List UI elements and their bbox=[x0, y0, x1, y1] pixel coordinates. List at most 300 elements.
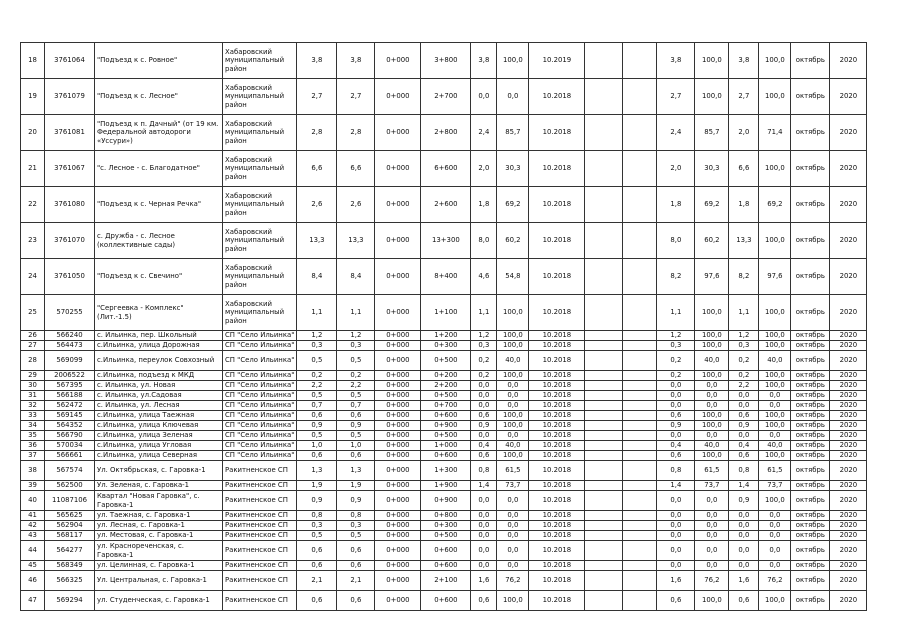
table-row bbox=[21, 381, 867, 391]
cell-len-total: 0,6 bbox=[297, 541, 337, 561]
cell-month: октябрь bbox=[791, 151, 830, 187]
cell-a3: 0,2 bbox=[729, 371, 759, 381]
cell-code: 562472 bbox=[45, 401, 95, 411]
cell-p3: 100,0 bbox=[759, 491, 791, 511]
cell-year: 2020 bbox=[830, 391, 867, 401]
cell-km-end: 2+200 bbox=[421, 381, 471, 391]
cell-a1: 0,0 bbox=[471, 541, 497, 561]
cell-name: с.Ильинка, улица Угловая bbox=[95, 441, 223, 451]
cell-month: октябрь bbox=[791, 541, 830, 561]
cell-p2: 0,0 bbox=[695, 511, 729, 521]
cell-a3: 1,4 bbox=[729, 481, 759, 491]
cell-p3: 0,0 bbox=[759, 541, 791, 561]
cell-e2 bbox=[623, 521, 657, 531]
table-row bbox=[21, 571, 867, 591]
cell-e1 bbox=[585, 341, 623, 351]
cell-p1: 73,7 bbox=[497, 481, 529, 491]
cell-n: 34 bbox=[21, 421, 45, 431]
cell-len-total: 2,6 bbox=[297, 187, 337, 223]
cell-date: 10.2018 bbox=[529, 391, 585, 401]
cell-date: 10.2018 bbox=[529, 115, 585, 151]
cell-year: 2020 bbox=[830, 411, 867, 421]
table-row bbox=[21, 481, 867, 491]
cell-n: 41 bbox=[21, 511, 45, 521]
cell-p1: 69,2 bbox=[497, 187, 529, 223]
cell-name: "Подъезд к с. Ровное" bbox=[95, 43, 223, 79]
table-row bbox=[21, 561, 867, 571]
cell-n: 45 bbox=[21, 561, 45, 571]
cell-km-start: 0+000 bbox=[375, 351, 421, 371]
cell-code: 566240 bbox=[45, 331, 95, 341]
cell-a2: 0,9 bbox=[657, 421, 695, 431]
cell-km-end: 1+000 bbox=[421, 441, 471, 451]
cell-month: октябрь bbox=[791, 521, 830, 531]
cell-date: 10.2018 bbox=[529, 451, 585, 461]
cell-km-end: 0+500 bbox=[421, 391, 471, 401]
cell-code: 569294 bbox=[45, 591, 95, 611]
cell-n: 36 bbox=[21, 441, 45, 451]
cell-e1 bbox=[585, 561, 623, 571]
cell-owner: СП "Село Ильинка" bbox=[223, 351, 297, 371]
cell-n: 18 bbox=[21, 43, 45, 79]
cell-name: с. Дружба - с. Лесное (коллективные сады) bbox=[95, 223, 223, 259]
cell-a2: 0,6 bbox=[657, 411, 695, 421]
cell-a3: 0,9 bbox=[729, 421, 759, 431]
cell-e2 bbox=[623, 341, 657, 351]
cell-km-end: 0+600 bbox=[421, 591, 471, 611]
cell-a1: 0,4 bbox=[471, 441, 497, 451]
cell-e1 bbox=[585, 521, 623, 531]
cell-year: 2020 bbox=[830, 151, 867, 187]
cell-code: 564473 bbox=[45, 341, 95, 351]
cell-p3: 100,0 bbox=[759, 151, 791, 187]
cell-p1: 100,0 bbox=[497, 295, 529, 331]
cell-year: 2020 bbox=[830, 331, 867, 341]
cell-e2 bbox=[623, 381, 657, 391]
cell-p3: 0,0 bbox=[759, 521, 791, 531]
cell-a3: 0,0 bbox=[729, 541, 759, 561]
cell-p1: 61,5 bbox=[497, 461, 529, 481]
cell-len-total: 0,6 bbox=[297, 561, 337, 571]
cell-a3: 6,6 bbox=[729, 151, 759, 187]
cell-year: 2020 bbox=[830, 431, 867, 441]
cell-a1: 4,6 bbox=[471, 259, 497, 295]
cell-a1: 0,0 bbox=[471, 511, 497, 521]
cell-a1: 0,0 bbox=[471, 521, 497, 531]
table-row bbox=[21, 521, 867, 531]
cell-n: 29 bbox=[21, 371, 45, 381]
cell-date: 10.2018 bbox=[529, 561, 585, 571]
cell-e1 bbox=[585, 441, 623, 451]
cell-date: 10.2018 bbox=[529, 381, 585, 391]
cell-n: 38 bbox=[21, 461, 45, 481]
cell-date: 10.2018 bbox=[529, 511, 585, 521]
cell-p2: 40,0 bbox=[695, 351, 729, 371]
cell-p3: 0,0 bbox=[759, 531, 791, 541]
cell-month: октябрь bbox=[791, 381, 830, 391]
cell-code: 567574 bbox=[45, 461, 95, 481]
cell-km-start: 0+000 bbox=[375, 461, 421, 481]
cell-a2: 0,0 bbox=[657, 391, 695, 401]
cell-year: 2020 bbox=[830, 571, 867, 591]
cell-year: 2020 bbox=[830, 371, 867, 381]
cell-a1: 1,8 bbox=[471, 187, 497, 223]
cell-month: октябрь bbox=[791, 295, 830, 331]
cell-name: с.Ильинка, улица Северная bbox=[95, 451, 223, 461]
cell-len-total: 2,8 bbox=[297, 115, 337, 151]
cell-p1: 100,0 bbox=[497, 43, 529, 79]
cell-e1 bbox=[585, 371, 623, 381]
cell-len-reg: 1,9 bbox=[337, 481, 375, 491]
cell-e1 bbox=[585, 331, 623, 341]
cell-month: октябрь bbox=[791, 341, 830, 351]
cell-name: ул. Таежная, с. Гаровка-1 bbox=[95, 511, 223, 521]
cell-name: с. Ильинка, ул. Лесная bbox=[95, 401, 223, 411]
cell-e1 bbox=[585, 591, 623, 611]
cell-a3: 0,0 bbox=[729, 431, 759, 441]
cell-e1 bbox=[585, 79, 623, 115]
cell-len-reg: 1,0 bbox=[337, 441, 375, 451]
cell-year: 2020 bbox=[830, 461, 867, 481]
cell-owner: СП "Село Ильинка" bbox=[223, 441, 297, 451]
cell-e2 bbox=[623, 295, 657, 331]
cell-a2: 1,8 bbox=[657, 187, 695, 223]
cell-len-total: 0,8 bbox=[297, 511, 337, 521]
cell-a1: 0,6 bbox=[471, 451, 497, 461]
cell-km-start: 0+000 bbox=[375, 511, 421, 521]
cell-e1 bbox=[585, 431, 623, 441]
cell-km-start: 0+000 bbox=[375, 431, 421, 441]
cell-len-reg: 6,6 bbox=[337, 151, 375, 187]
cell-a1: 0,8 bbox=[471, 461, 497, 481]
cell-len-reg: 0,2 bbox=[337, 371, 375, 381]
cell-km-end: 0+700 bbox=[421, 401, 471, 411]
table-row bbox=[21, 511, 867, 521]
cell-e2 bbox=[623, 259, 657, 295]
cell-date: 10.2018 bbox=[529, 481, 585, 491]
cell-date: 10.2019 bbox=[529, 43, 585, 79]
road-register-table bbox=[20, 42, 867, 611]
cell-n: 42 bbox=[21, 521, 45, 531]
cell-month: октябрь bbox=[791, 351, 830, 371]
cell-e1 bbox=[585, 451, 623, 461]
cell-km-end: 2+100 bbox=[421, 571, 471, 591]
cell-name: "Подъезд к с. Свечино" bbox=[95, 259, 223, 295]
cell-len-total: 13,3 bbox=[297, 223, 337, 259]
cell-month: октябрь bbox=[791, 461, 830, 481]
cell-month: октябрь bbox=[791, 43, 830, 79]
cell-len-total: 8,4 bbox=[297, 259, 337, 295]
cell-a1: 1,6 bbox=[471, 571, 497, 591]
cell-owner: Хабаровский муниципальный район bbox=[223, 79, 297, 115]
cell-len-total: 0,5 bbox=[297, 391, 337, 401]
cell-km-start: 0+000 bbox=[375, 331, 421, 341]
cell-a3: 8,2 bbox=[729, 259, 759, 295]
cell-len-reg: 0,3 bbox=[337, 521, 375, 531]
cell-len-reg: 1,1 bbox=[337, 295, 375, 331]
cell-year: 2020 bbox=[830, 43, 867, 79]
cell-year: 2020 bbox=[830, 561, 867, 571]
cell-owner: Хабаровский муниципальный район bbox=[223, 223, 297, 259]
cell-p2: 100,0 bbox=[695, 451, 729, 461]
cell-p2: 100,0 bbox=[695, 371, 729, 381]
cell-e1 bbox=[585, 571, 623, 591]
cell-km-end: 1+900 bbox=[421, 481, 471, 491]
cell-e2 bbox=[623, 223, 657, 259]
cell-n: 31 bbox=[21, 391, 45, 401]
cell-p2: 100,0 bbox=[695, 331, 729, 341]
cell-p2: 100,0 bbox=[695, 591, 729, 611]
cell-e1 bbox=[585, 511, 623, 521]
cell-e1 bbox=[585, 541, 623, 561]
cell-date: 10.2018 bbox=[529, 187, 585, 223]
cell-a2: 0,0 bbox=[657, 401, 695, 411]
cell-km-start: 0+000 bbox=[375, 391, 421, 401]
cell-len-total: 0,7 bbox=[297, 401, 337, 411]
cell-month: октябрь bbox=[791, 561, 830, 571]
cell-n: 26 bbox=[21, 331, 45, 341]
cell-month: октябрь bbox=[791, 421, 830, 431]
cell-a2: 2,4 bbox=[657, 115, 695, 151]
cell-len-reg: 0,6 bbox=[337, 411, 375, 421]
cell-len-total: 0,9 bbox=[297, 421, 337, 431]
cell-len-reg: 0,6 bbox=[337, 561, 375, 571]
cell-owner: СП "Село Ильинка" bbox=[223, 381, 297, 391]
cell-len-total: 1,1 bbox=[297, 295, 337, 331]
cell-a3: 2,0 bbox=[729, 115, 759, 151]
cell-len-reg: 2,8 bbox=[337, 115, 375, 151]
cell-p2: 40,0 bbox=[695, 441, 729, 451]
cell-p1: 100,0 bbox=[497, 411, 529, 421]
cell-p3: 0,0 bbox=[759, 401, 791, 411]
cell-len-reg: 0,5 bbox=[337, 431, 375, 441]
cell-owner: СП "Село Ильинка" bbox=[223, 431, 297, 441]
table-row bbox=[21, 259, 867, 295]
cell-p2: 85,7 bbox=[695, 115, 729, 151]
cell-a3: 0,6 bbox=[729, 591, 759, 611]
cell-year: 2020 bbox=[830, 401, 867, 411]
cell-km-end: 1+200 bbox=[421, 331, 471, 341]
cell-e1 bbox=[585, 295, 623, 331]
table-row bbox=[21, 43, 867, 79]
cell-a3: 0,0 bbox=[729, 561, 759, 571]
cell-name: с. Ильинка, ул. Новая bbox=[95, 381, 223, 391]
table-row bbox=[21, 531, 867, 541]
cell-n: 46 bbox=[21, 571, 45, 591]
cell-a2: 3,8 bbox=[657, 43, 695, 79]
cell-e1 bbox=[585, 531, 623, 541]
cell-p3: 100,0 bbox=[759, 381, 791, 391]
cell-km-start: 0+000 bbox=[375, 491, 421, 511]
cell-e2 bbox=[623, 591, 657, 611]
cell-code: 566790 bbox=[45, 431, 95, 441]
cell-month: октябрь bbox=[791, 431, 830, 441]
cell-e2 bbox=[623, 187, 657, 223]
cell-p1: 0,0 bbox=[497, 491, 529, 511]
table-row bbox=[21, 411, 867, 421]
cell-len-total: 0,5 bbox=[297, 351, 337, 371]
cell-km-end: 0+600 bbox=[421, 411, 471, 421]
cell-p1: 0,0 bbox=[497, 381, 529, 391]
cell-year: 2020 bbox=[830, 441, 867, 451]
cell-a2: 0,0 bbox=[657, 511, 695, 521]
cell-p3: 61,5 bbox=[759, 461, 791, 481]
cell-name: ул. Студенческая, с. Гаровка-1 bbox=[95, 591, 223, 611]
table-row bbox=[21, 461, 867, 481]
cell-name: Ул. Октябрьская, с. Гаровка-1 bbox=[95, 461, 223, 481]
table-row bbox=[21, 223, 867, 259]
cell-n: 21 bbox=[21, 151, 45, 187]
cell-len-reg: 0,7 bbox=[337, 401, 375, 411]
cell-date: 10.2018 bbox=[529, 531, 585, 541]
cell-code: 3761064 bbox=[45, 43, 95, 79]
cell-code: 568349 bbox=[45, 561, 95, 571]
cell-owner: Ракитненское СП bbox=[223, 531, 297, 541]
cell-p1: 30,3 bbox=[497, 151, 529, 187]
table-row bbox=[21, 401, 867, 411]
cell-code: 569099 bbox=[45, 351, 95, 371]
cell-a3: 1,8 bbox=[729, 187, 759, 223]
cell-date: 10.2018 bbox=[529, 341, 585, 351]
cell-a3: 0,0 bbox=[729, 511, 759, 521]
cell-e2 bbox=[623, 331, 657, 341]
cell-e1 bbox=[585, 401, 623, 411]
cell-km-start: 0+000 bbox=[375, 79, 421, 115]
cell-month: октябрь bbox=[791, 401, 830, 411]
cell-code: 567395 bbox=[45, 381, 95, 391]
cell-name: ул. Краснореченская, с. Гаровка-1 bbox=[95, 541, 223, 561]
cell-p1: 100,0 bbox=[497, 331, 529, 341]
cell-len-reg: 13,3 bbox=[337, 223, 375, 259]
cell-name: с.Ильинка, улица Зеленая bbox=[95, 431, 223, 441]
cell-len-reg: 1,3 bbox=[337, 461, 375, 481]
cell-n: 22 bbox=[21, 187, 45, 223]
cell-p1: 76,2 bbox=[497, 571, 529, 591]
cell-code: 3761050 bbox=[45, 259, 95, 295]
cell-n: 35 bbox=[21, 431, 45, 441]
cell-year: 2020 bbox=[830, 79, 867, 115]
cell-p2: 0,0 bbox=[695, 521, 729, 531]
cell-p1: 40,0 bbox=[497, 351, 529, 371]
table-row bbox=[21, 151, 867, 187]
cell-p3: 71,4 bbox=[759, 115, 791, 151]
cell-p2: 30,3 bbox=[695, 151, 729, 187]
cell-a2: 0,0 bbox=[657, 521, 695, 531]
cell-a1: 0,2 bbox=[471, 351, 497, 371]
cell-e2 bbox=[623, 451, 657, 461]
cell-km-end: 2+600 bbox=[421, 187, 471, 223]
cell-km-start: 0+000 bbox=[375, 531, 421, 541]
cell-p2: 73,7 bbox=[695, 481, 729, 491]
cell-km-end: 0+800 bbox=[421, 511, 471, 521]
cell-km-start: 0+000 bbox=[375, 481, 421, 491]
cell-e1 bbox=[585, 259, 623, 295]
cell-year: 2020 bbox=[830, 381, 867, 391]
cell-a2: 8,2 bbox=[657, 259, 695, 295]
cell-date: 10.2018 bbox=[529, 461, 585, 481]
cell-n: 44 bbox=[21, 541, 45, 561]
cell-e2 bbox=[623, 391, 657, 401]
cell-km-start: 0+000 bbox=[375, 371, 421, 381]
cell-date: 10.2018 bbox=[529, 223, 585, 259]
cell-year: 2020 bbox=[830, 295, 867, 331]
cell-n: 40 bbox=[21, 491, 45, 511]
cell-a2: 0,4 bbox=[657, 441, 695, 451]
cell-p2: 97,6 bbox=[695, 259, 729, 295]
cell-year: 2020 bbox=[830, 187, 867, 223]
table-row bbox=[21, 115, 867, 151]
cell-p1: 40,0 bbox=[497, 441, 529, 451]
cell-code: 562500 bbox=[45, 481, 95, 491]
cell-year: 2020 bbox=[830, 531, 867, 541]
cell-p3: 40,0 bbox=[759, 441, 791, 451]
cell-date: 10.2018 bbox=[529, 411, 585, 421]
cell-code: 564277 bbox=[45, 541, 95, 561]
table-row bbox=[21, 421, 867, 431]
cell-p2: 100,0 bbox=[695, 79, 729, 115]
table-row bbox=[21, 391, 867, 401]
cell-month: октябрь bbox=[791, 451, 830, 461]
cell-n: 24 bbox=[21, 259, 45, 295]
cell-a3: 3,8 bbox=[729, 43, 759, 79]
cell-len-total: 6,6 bbox=[297, 151, 337, 187]
cell-len-total: 1,0 bbox=[297, 441, 337, 451]
cell-month: октябрь bbox=[791, 187, 830, 223]
cell-e2 bbox=[623, 43, 657, 79]
cell-date: 10.2018 bbox=[529, 371, 585, 381]
cell-owner: Хабаровский муниципальный район bbox=[223, 295, 297, 331]
cell-e1 bbox=[585, 461, 623, 481]
cell-p3: 69,2 bbox=[759, 187, 791, 223]
cell-code: 570034 bbox=[45, 441, 95, 451]
table-row bbox=[21, 371, 867, 381]
cell-len-total: 1,2 bbox=[297, 331, 337, 341]
cell-len-reg: 2,2 bbox=[337, 381, 375, 391]
cell-a3: 0,9 bbox=[729, 491, 759, 511]
cell-date: 10.2018 bbox=[529, 295, 585, 331]
cell-len-reg: 0,5 bbox=[337, 351, 375, 371]
cell-p3: 100,0 bbox=[759, 295, 791, 331]
cell-owner: СП "Село Ильинка" bbox=[223, 341, 297, 351]
cell-p3: 100,0 bbox=[759, 421, 791, 431]
cell-name: "Подъезд к с. Черная Речка" bbox=[95, 187, 223, 223]
cell-p1: 0,0 bbox=[497, 541, 529, 561]
cell-name: с.Ильинка, переулок Совхозный bbox=[95, 351, 223, 371]
cell-p2: 100,0 bbox=[695, 43, 729, 79]
cell-a2: 2,7 bbox=[657, 79, 695, 115]
cell-name: Ул. Центральная, с. Гаровка-1 bbox=[95, 571, 223, 591]
cell-e2 bbox=[623, 421, 657, 431]
cell-year: 2020 bbox=[830, 591, 867, 611]
cell-km-start: 0+000 bbox=[375, 401, 421, 411]
cell-e2 bbox=[623, 511, 657, 521]
cell-a3: 0,0 bbox=[729, 521, 759, 531]
cell-name: "Сергеевка - Комплекс" (Лит.-1.5) bbox=[95, 295, 223, 331]
cell-km-end: 0+200 bbox=[421, 371, 471, 381]
cell-code: 566325 bbox=[45, 571, 95, 591]
cell-len-reg: 0,8 bbox=[337, 511, 375, 521]
cell-len-reg: 2,1 bbox=[337, 571, 375, 591]
cell-e2 bbox=[623, 151, 657, 187]
cell-len-total: 2,1 bbox=[297, 571, 337, 591]
cell-e2 bbox=[623, 79, 657, 115]
cell-len-total: 0,6 bbox=[297, 591, 337, 611]
cell-len-reg: 0,6 bbox=[337, 541, 375, 561]
cell-month: октябрь bbox=[791, 481, 830, 491]
cell-a1: 0,3 bbox=[471, 341, 497, 351]
cell-p2: 100,0 bbox=[695, 341, 729, 351]
cell-len-reg: 0,9 bbox=[337, 491, 375, 511]
